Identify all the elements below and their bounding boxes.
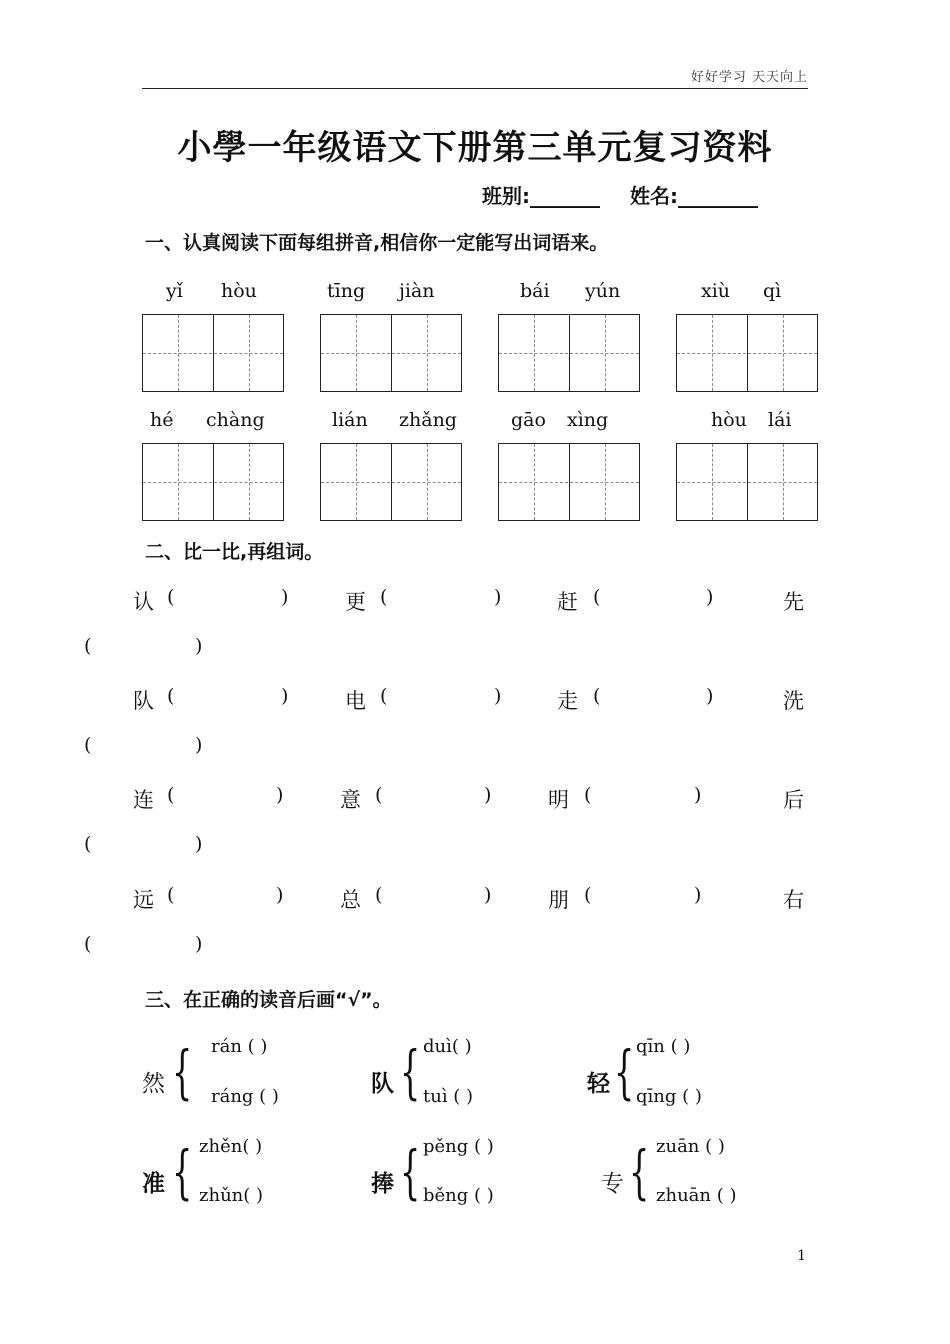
paren-close: ): [694, 784, 702, 806]
paren-open: (: [584, 784, 592, 806]
section2-heading: 二、比一比,再组词。: [145, 541, 324, 563]
pinyin-option[interactable]: tuì ( ): [423, 1086, 474, 1107]
choice-char: 专: [601, 1171, 624, 1197]
choice-char: 轻: [587, 1071, 610, 1097]
paren-open: (: [84, 933, 92, 955]
brace: {: [172, 1038, 193, 1106]
paren-open: (: [584, 884, 592, 906]
pinyin: zhǎng: [399, 409, 457, 431]
brace: {: [614, 1038, 635, 1106]
writing-box[interactable]: [320, 314, 462, 392]
pinyin-option[interactable]: ráng ( ): [211, 1086, 279, 1107]
compare-char: 远: [133, 888, 154, 912]
paren-close: ): [694, 884, 702, 906]
compare-char: 电: [345, 689, 366, 713]
paren-close: ): [494, 586, 502, 608]
choice-char: 队: [371, 1071, 394, 1097]
paren-close: ): [706, 685, 714, 707]
paren-open: (: [593, 586, 601, 608]
section1-heading: 一、认真阅读下面每组拼音,相信你一定能写出词语来。: [145, 232, 609, 254]
paren-open: (: [167, 586, 175, 608]
paren-close: ): [484, 784, 492, 806]
pinyin-option[interactable]: zuān ( ): [656, 1136, 725, 1157]
writing-box[interactable]: [498, 314, 640, 392]
pinyin: qì: [763, 280, 782, 302]
compare-char: 右: [783, 888, 804, 912]
paren-open: (: [375, 884, 383, 906]
compare-char: 更: [345, 590, 366, 614]
pinyin-option[interactable]: pěng ( ): [423, 1136, 494, 1157]
section3-heading: 三、在正确的读音后画“√”。: [145, 989, 392, 1011]
paren-close: ): [484, 884, 492, 906]
paren-open: (: [167, 784, 175, 806]
paren-close: ): [195, 833, 203, 855]
compare-char: 意: [340, 788, 361, 812]
compare-char: 队: [133, 689, 154, 713]
writing-box[interactable]: [676, 443, 818, 521]
choice-char: 捧: [371, 1171, 394, 1197]
paren-close: ): [281, 685, 289, 707]
paren-close: ): [195, 933, 203, 955]
compare-char: 朋: [548, 888, 569, 912]
pinyin: hòu: [711, 409, 747, 431]
pinyin: xìng: [567, 409, 609, 431]
paren-close: ): [494, 685, 502, 707]
header-slogan: 好好学习 天天向上: [690, 70, 808, 85]
writing-box[interactable]: [498, 443, 640, 521]
paren-close: ): [276, 784, 284, 806]
compare-char: 走: [557, 689, 578, 713]
paren-open: (: [593, 685, 601, 707]
pinyin-option[interactable]: zhuān ( ): [656, 1185, 737, 1206]
name-field: 姓名:________: [630, 184, 758, 208]
paren-open: (: [84, 635, 92, 657]
compare-char: 连: [133, 788, 154, 812]
brace: {: [400, 1138, 421, 1206]
compare-char: 认: [133, 590, 154, 614]
pinyin: gāo: [511, 409, 546, 431]
paren-open: (: [167, 884, 175, 906]
brace: {: [629, 1138, 650, 1206]
pinyin-option[interactable]: zhěn( ): [199, 1136, 263, 1157]
paren-close: ): [195, 734, 203, 756]
pinyin: hé: [150, 409, 174, 431]
choice-char: 准: [142, 1171, 165, 1197]
pinyin: hòu: [221, 280, 257, 302]
pinyin-option[interactable]: qīn ( ): [636, 1036, 691, 1057]
paren-close: ): [706, 586, 714, 608]
compare-char: 先: [783, 590, 804, 614]
page-title: 小學一年级语文下册第三单元复习资料: [177, 128, 773, 168]
paren-open: (: [375, 784, 383, 806]
writing-box[interactable]: [320, 443, 462, 521]
pinyin: bái: [520, 280, 550, 302]
paren-open: (: [167, 685, 175, 707]
compare-char: 明: [548, 788, 569, 812]
paren-close: ): [276, 884, 284, 906]
paren-close: ): [281, 586, 289, 608]
pinyin: yún: [585, 280, 621, 302]
brace: {: [400, 1038, 421, 1106]
pinyin-option[interactable]: zhǔn( ): [199, 1185, 264, 1206]
pinyin: xiù: [701, 280, 731, 302]
paren-open: (: [84, 833, 92, 855]
choice-char: 然: [142, 1071, 165, 1097]
compare-char: 后: [783, 788, 804, 812]
writing-box[interactable]: [676, 314, 818, 392]
class-field: 班别:_______: [482, 184, 600, 208]
pinyin-option[interactable]: běng ( ): [423, 1185, 494, 1206]
pinyin: tīng: [327, 280, 366, 302]
brace: {: [172, 1138, 193, 1206]
pinyin: chàng: [206, 409, 265, 431]
paren-close: ): [195, 635, 203, 657]
compare-char: 洗: [783, 689, 804, 713]
paren-open: (: [84, 734, 92, 756]
compare-char: 赶: [557, 590, 578, 614]
writing-box[interactable]: [142, 314, 284, 392]
pinyin-option[interactable]: rán ( ): [211, 1036, 268, 1057]
pinyin: jiàn: [399, 280, 435, 302]
pinyin-option[interactable]: duì( ): [423, 1036, 472, 1057]
paren-open: (: [380, 685, 388, 707]
paren-open: (: [380, 586, 388, 608]
pinyin: yǐ: [166, 280, 183, 302]
pinyin: lái: [768, 409, 792, 431]
pinyin-option[interactable]: qīng ( ): [636, 1086, 702, 1107]
writing-box[interactable]: [142, 443, 284, 521]
header-divider: [142, 88, 808, 89]
pinyin: lián: [332, 409, 368, 431]
page-number: 1: [797, 1248, 806, 1264]
compare-char: 总: [340, 888, 361, 912]
